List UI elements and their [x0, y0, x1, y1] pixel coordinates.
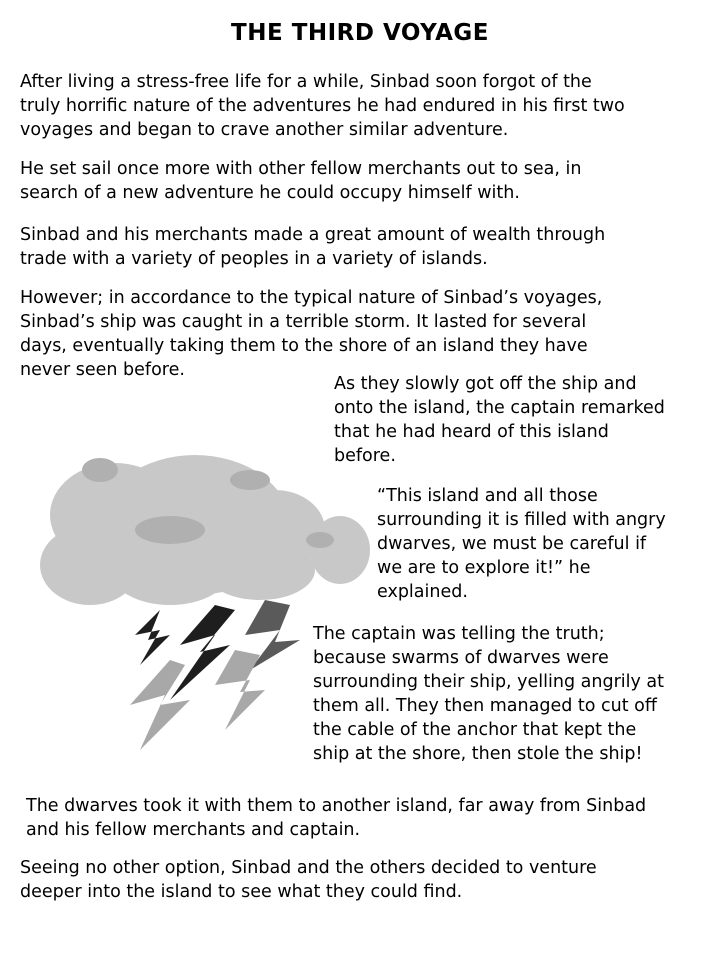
cloud-shape [40, 455, 370, 605]
paragraph-captain-remark: As they slowly got off the ship and onto the island, the captain remarked that he had heard of this island before. [334, 374, 665, 466]
paragraph-storm: However; in accordance to the typical nature of Sinbad’s voyages, Sinbad’s ship was caught in a terrible storm. It lasted for several days, eventually taking them to the shore of an island they have never seen before. [20, 288, 603, 380]
paragraph-captain-quote: “This island and all those surrounding it is filled with angry dwarves, we must be careful if we are to explore it!” he explained. [377, 486, 666, 602]
paragraph-ship-stolen: The dwarves took it with them to another island, far away from Sinbad and his fellow merchants and captain. [26, 796, 647, 840]
paragraph-dwarves-attack: The captain was telling the truth; because swarms of dwarves were surrounding their ship, yelling angrily at them all. They then managed to cut off the cable of the anchor that kept the ship at the shore, then stole the ship! [313, 624, 664, 764]
paragraph-venture-deeper: Seeing no other option, Sinbad and the others decided to venture deeper into the island to see what they could find. [20, 858, 597, 902]
lightning-bolts [130, 600, 300, 750]
paragraph-set-sail: He set sail once more with other fellow merchants out to sea, in search of a new adventure he could occupy himself with. [20, 159, 582, 203]
paragraph-wealth: Sinbad and his merchants made a great amount of wealth through trade with a variety of peoples in a variety of islands. [20, 225, 606, 269]
page-title: THE THIRD VOYAGE [231, 20, 489, 46]
storm-cloud-icon [20, 430, 380, 760]
paragraph-intro: After living a stress-free life for a while, Sinbad soon forgot of the truly horrific nature of the adventures he had endured in his first two voyages and began to crave another similar adventure. [20, 72, 625, 140]
